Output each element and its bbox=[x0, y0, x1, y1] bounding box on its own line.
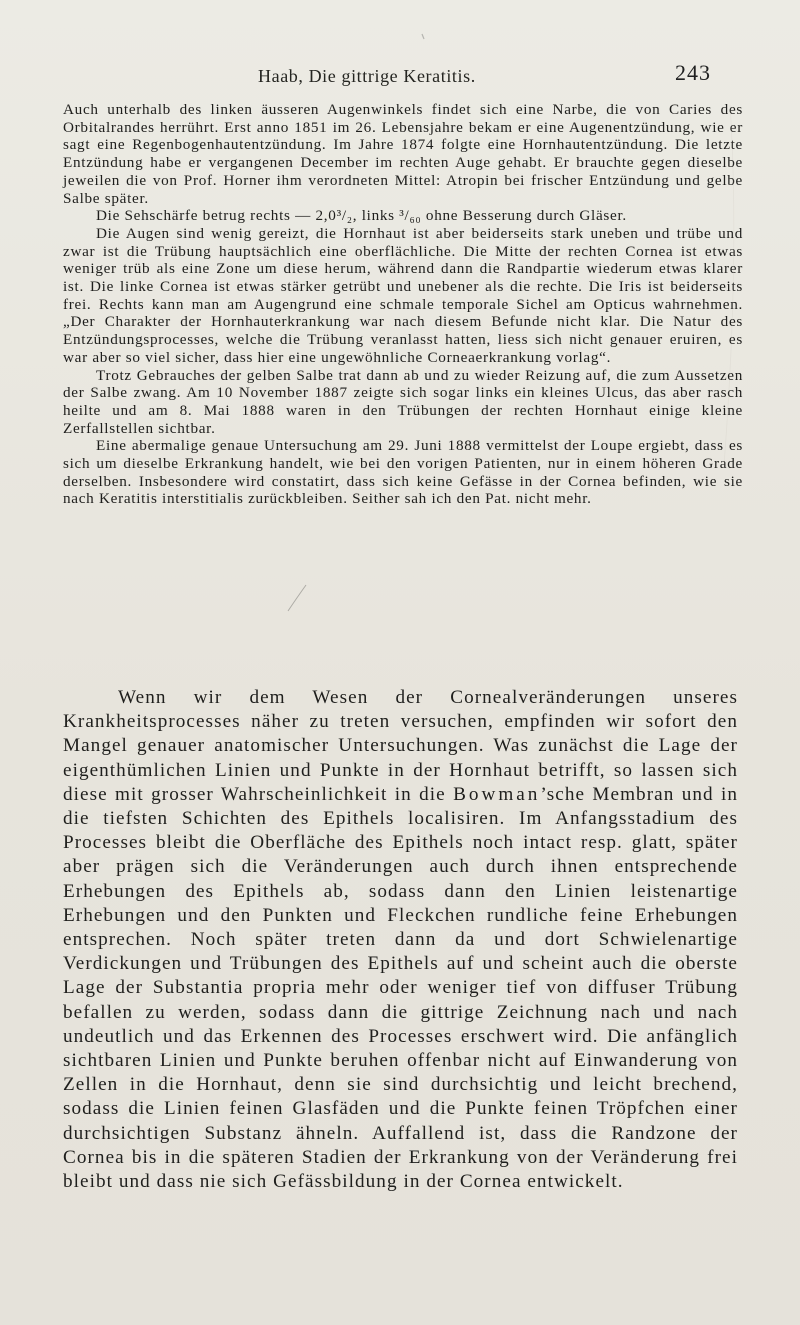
case-history-block bbox=[63, 101, 743, 508]
bowman-name: Bowman bbox=[453, 783, 541, 805]
discussion-text-part-2: ’sche Membran und in die tiefsten Schichten des Epithels localisiren. Im Anfangsstadium des Processes bleibt die Oberfläche des Epithels noch intact resp. glatt, später aber prägen sich die Veränderungen auch durch ihnen entsprechende Erhebungen des Epithels ab, sodass dann den Linien leistenartige Erhebungen und den Punkten und Fleckchen rundliche feine Erhebungen entsprechen. Noch später treten dann da und dort Schwielenartige Verdickungen und Trübungen des Epithels auf und scheint auch die oberste Lage der Substantia propria mehr oder weniger tief von diffuser Trübung befallen zu werden, sodass dann die gittrige Zeichnung nach und nach undeutlich und das Erkennen des Processes erschwert wird. Die anfänglich sichtbaren Linien und Punkte beruhen offenbar nicht auf Einwanderung von Zellen in die Hornhaut, denn sie sind durchsichtig und leicht brechend, sodass die Linien feinen Glasfäden und die Punkte feinen Tröpfchen einer durchsichtigen Substanz ähneln. Auffallend ist, dass die Randzone der Cornea bis in die späteren Stadien der Erkrankung von der Veränderung frei bleibt und dass nie sich Gefässbildung in der Cornea entwickelt. bbox=[63, 783, 738, 1193]
running-title: Haab, Die gittrige Keratitis. bbox=[258, 66, 476, 86]
discussion-text-part-1: Wenn wir dem Wesen der Cornealveränderungen unseres Krankheitsprocesses näher zu treten versuchen, empfinden wir sofort den Mangel genauer anatomischer Untersuchungen. Was zunächst die Lage der eigenthümlichen Linien und Punkte in der Hornhaut betrifft, so lassen sich diese mit grosser Wahrscheinlichkeit in die bbox=[63, 687, 738, 805]
visual-acuity-paragraph: Die Sehschärfe betrug rechts — 2,0³/₂, links ³/₆₀ ohne Besserung durch Gläser. bbox=[96, 207, 627, 225]
case-history-paragraph: Auch unterhalb des linken äusseren Augenwinkels findet sich eine Narbe, die von Caries des Orbitalrandes herrührt. Erst anno 1851 im 26. Lebensjahre bekam er eine Augenentzündung, wie er sagt eine Regenbogenhautentzündung. Im Jahre 1874 folgte eine Hornhautentzündung. Die letzte Entzündung habe er vergangenen December im rechten Auge gehabt. Er brauchte gegen dieselbe jeweilen die von Prof. Horner ihm verordneten Mittel: Atropin bei frischer Entzündung und gelbe Salbe später. bbox=[63, 101, 743, 207]
examination-paragraph: Die Augen sind wenig gereizt, die Hornhaut ist aber beiderseits stark uneben und trübe und zwar ist die Trübung hauptsächlich eine oberflächliche. Die Mitte der rechten Cornea ist etwas weniger trüb als eine Zone um diese herum, während dann die Randpartie wiederum etwas klarer ist. Die linke Cornea ist etwas stärker getrübt und unebener als die rechte. Die Iris ist beiderseits frei. Rechts kann man am Augengrund eine schmale temporale Sichel am Opticus wahrnehmen. „Der Charakter der Hornhauterkrankung war nach diesem Befunde nicht klar. Die Natur des Entzündungsprocesses, welche die Trübung veranlasst hatten, liess sich nicht genauer eruiren, es war aber so viel sicher, dass hier eine ungewöhnliche Corneaerkrankung vorlag“. bbox=[63, 224, 743, 366]
discussion-paragraph bbox=[63, 686, 738, 1194]
discussion-block bbox=[63, 686, 738, 1194]
running-header bbox=[0, 60, 800, 94]
treatment-course-paragraph: Trotz Gebrauches der gelben Salbe trat dann ab und zu wieder Reizung auf, die zum Aussetzen der Salbe zwang. Am 10 November 1887 zeigte sich sogar links ein kleines Ulcus, das aber rasch heilte und am 8. Mai 1888 waren in den Trübungen der rechten Hornhaut einige kleine Zerfallstellen sichtbar. bbox=[63, 366, 743, 437]
loupe-examination-paragraph: Eine abermalige genaue Untersuchung am 29. Juni 1888 vermittelst der Loupe ergiebt, dass es sich um dieselbe Erkrankung handelt, wie bei den vorigen Patienten, nur in einem höheren Grade derselben. Insbesondere wird constatirt, dass sich keine Gefässe in der Cornea befinden, wie sie nach Keratitis interstitialis zurückbleiben. Seither sah ich den Pat. nicht mehr. bbox=[63, 437, 743, 508]
page-number: 243 bbox=[675, 60, 711, 85]
